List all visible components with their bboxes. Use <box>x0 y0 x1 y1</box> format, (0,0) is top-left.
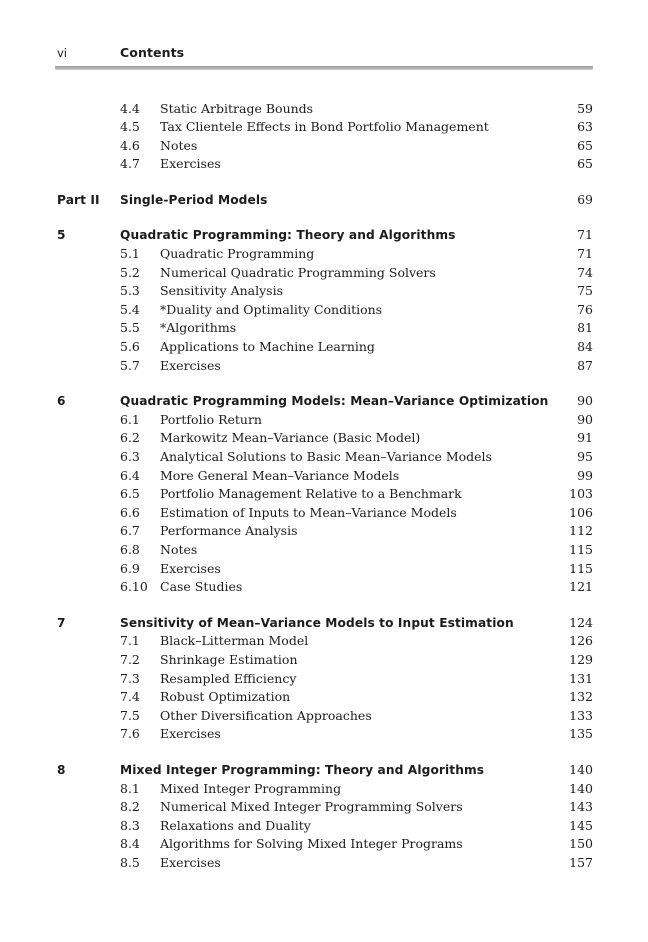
toc-section-row <box>57 725 593 744</box>
part-page-number: 69 <box>577 192 593 207</box>
toc-section-row <box>57 338 593 357</box>
section-number: 7.2 <box>120 651 140 667</box>
page-header <box>0 0 648 60</box>
chapter-title: Mixed Integer Programming: Theory and Algorithms <box>120 762 485 777</box>
section-number: 8.1 <box>120 780 140 796</box>
toc-part-block <box>57 191 593 210</box>
toc-section-row <box>57 798 593 817</box>
section-title: Estimation of Inputs to Mean–Variance Models <box>160 504 457 520</box>
section-title: Relaxations and Duality <box>160 817 311 833</box>
section-number: 4.7 <box>120 156 140 172</box>
section-number: 5.2 <box>120 264 140 280</box>
part-label: Part II <box>57 192 100 207</box>
section-number: 5.6 <box>120 339 140 355</box>
section-title: Exercises <box>160 357 221 373</box>
section-number: 6.6 <box>120 504 140 520</box>
chapter-number: 8 <box>57 762 66 777</box>
toc-section-row <box>57 100 593 119</box>
toc-chapter-block <box>57 392 593 597</box>
section-title: Notes <box>160 137 198 153</box>
section-number: 8.4 <box>120 836 140 852</box>
section-number: 4.4 <box>120 100 140 116</box>
section-number: 7.1 <box>120 633 140 649</box>
section-title: Applications to Machine Learning <box>160 339 375 355</box>
section-number: 6.5 <box>120 486 140 502</box>
toc-section-row <box>57 688 593 707</box>
section-title: Analytical Solutions to Basic Mean–Variance Models <box>160 449 492 464</box>
section-number: 6.2 <box>120 430 140 446</box>
chapter-page-number: 90 <box>577 393 593 409</box>
page-folio: vi <box>57 46 68 60</box>
toc-chapter-row <box>57 761 593 780</box>
section-page-number: 71 <box>577 246 593 262</box>
section-page-number: 157 <box>569 854 593 870</box>
section-page-number: 65 <box>577 156 593 172</box>
section-title: Sensitivity Analysis <box>160 283 283 299</box>
toc-section-row <box>57 578 593 597</box>
toc-section-group <box>57 100 593 174</box>
toc-section-row <box>57 670 593 689</box>
chapter-number: 7 <box>57 615 66 630</box>
section-number: 7.5 <box>120 707 140 723</box>
section-title: *Duality and Optimality Conditions <box>160 301 383 317</box>
section-page-number: 115 <box>569 560 593 576</box>
section-title: Quadratic Programming <box>160 246 315 262</box>
toc-chapter-block <box>57 761 593 873</box>
part-title: Single-Period Models <box>120 192 268 207</box>
section-title: Markowitz Mean–Variance (Basic Model) <box>160 430 421 446</box>
section-page-number: 91 <box>577 430 593 446</box>
section-page-number: 84 <box>577 339 593 355</box>
section-page-number: 65 <box>577 137 593 153</box>
toc-section-row <box>57 485 593 504</box>
section-page-number: 129 <box>569 651 593 667</box>
header-rule <box>55 66 593 70</box>
toc-section-row <box>57 707 593 726</box>
section-number: 6.7 <box>120 523 140 539</box>
section-number: 6.10 <box>120 579 148 595</box>
section-number: 4.5 <box>120 119 140 135</box>
section-number: 6.4 <box>120 467 140 483</box>
section-number: 5.3 <box>120 283 140 299</box>
section-number: 5.5 <box>120 320 140 336</box>
section-number: 7.4 <box>120 689 140 705</box>
section-title: Robust Optimization <box>160 689 291 705</box>
section-page-number: 74 <box>577 264 593 280</box>
toc-section-row <box>57 264 593 283</box>
section-title: Resampled Efficiency <box>160 670 297 686</box>
section-title: Algorithms for Solving Mixed Integer Programs <box>160 836 463 852</box>
chapter-page-number: 124 <box>569 614 593 630</box>
section-page-number: 145 <box>569 817 593 833</box>
section-page-number: 140 <box>569 780 593 796</box>
toc-section-row <box>57 448 593 467</box>
toc-chapter-block <box>57 614 593 744</box>
toc-section-row <box>57 504 593 523</box>
chapter-page-number: 71 <box>577 227 593 243</box>
running-head-title: Contents <box>120 45 185 60</box>
chapter-number: 5 <box>57 228 66 243</box>
section-title: Exercises <box>160 726 221 742</box>
section-title: Exercises <box>160 156 221 172</box>
toc-section-row <box>57 429 593 448</box>
section-title: Notes <box>160 541 198 557</box>
section-title: Shrinkage Estimation <box>160 651 298 667</box>
section-page-number: 103 <box>569 486 593 502</box>
section-page-number: 132 <box>569 689 593 705</box>
toc-chapter-row <box>57 392 593 411</box>
section-page-number: 143 <box>569 799 593 815</box>
toc-chapter-block <box>57 226 593 375</box>
section-number: 8.3 <box>120 817 140 833</box>
toc-section-row <box>57 541 593 560</box>
toc-section-row <box>57 854 593 873</box>
section-number: 4.6 <box>120 137 140 153</box>
section-number: 8.5 <box>120 854 140 870</box>
section-number: 7.6 <box>120 726 140 742</box>
section-title: Exercises <box>160 560 221 576</box>
section-page-number: 95 <box>577 449 593 464</box>
toc-section-row <box>57 301 593 320</box>
chapter-number: 6 <box>57 394 66 409</box>
section-title: Black–Litterman Model <box>160 633 309 649</box>
toc-section-row <box>57 282 593 301</box>
toc-section-row <box>57 560 593 579</box>
toc-section-row <box>57 357 593 376</box>
section-page-number: 87 <box>577 357 593 373</box>
toc-section-row <box>57 522 593 541</box>
section-number: 6.1 <box>120 411 140 427</box>
chapter-title: Quadratic Programming: Theory and Algorithms <box>120 228 456 243</box>
toc-part-row <box>57 191 593 210</box>
toc-section-row <box>57 651 593 670</box>
section-number: 8.2 <box>120 799 140 815</box>
section-number: 6.9 <box>120 560 140 576</box>
section-title: More General Mean–Variance Models <box>160 467 400 483</box>
section-number: 7.3 <box>120 670 140 686</box>
toc-section-row <box>57 137 593 156</box>
toc-section-row <box>57 780 593 799</box>
chapter-page-number: 140 <box>569 761 593 777</box>
section-title: Tax Clientele Effects in Bond Portfolio Management <box>160 119 489 135</box>
toc-section-row <box>57 155 593 174</box>
section-title: Numerical Quadratic Programming Solvers <box>160 264 436 280</box>
section-title: Static Arbitrage Bounds <box>160 100 314 116</box>
section-page-number: 59 <box>577 100 593 116</box>
section-title: Portfolio Management Relative to a Benchmark <box>160 486 462 502</box>
section-title: Portfolio Return <box>160 411 262 427</box>
section-page-number: 63 <box>577 119 593 135</box>
section-number: 6.8 <box>120 541 140 557</box>
section-title: *Algorithms <box>160 320 237 336</box>
section-page-number: 135 <box>569 726 593 742</box>
section-page-number: 106 <box>569 504 593 520</box>
toc-section-row <box>57 118 593 137</box>
toc-section-row <box>57 467 593 486</box>
section-title: Case Studies <box>160 579 243 595</box>
toc-section-row <box>57 632 593 651</box>
section-title: Mixed Integer Programming <box>160 780 342 796</box>
toc-section-row <box>57 817 593 836</box>
chapter-title: Sensitivity of Mean–Variance Models to Input Estimation <box>120 615 514 630</box>
section-title: Numerical Mixed Integer Programming Solvers <box>160 799 463 815</box>
section-page-number: 131 <box>569 670 593 686</box>
section-page-number: 133 <box>569 707 593 723</box>
section-title: Performance Analysis <box>160 523 298 539</box>
section-page-number: 81 <box>577 320 593 336</box>
toc-body <box>0 100 648 873</box>
section-page-number: 115 <box>569 541 593 557</box>
section-number: 5.1 <box>120 246 140 262</box>
section-number: 5.7 <box>120 357 140 373</box>
toc-section-row <box>57 411 593 430</box>
section-page-number: 76 <box>577 301 593 317</box>
section-page-number: 150 <box>569 836 593 852</box>
section-page-number: 99 <box>577 467 593 483</box>
toc-section-row <box>57 319 593 338</box>
section-page-number: 112 <box>569 523 593 539</box>
toc-section-row <box>57 835 593 854</box>
section-page-number: 126 <box>569 633 593 649</box>
section-number: 6.3 <box>120 449 140 464</box>
section-page-number: 90 <box>577 411 593 427</box>
toc-chapter-row <box>57 614 593 633</box>
section-title: Other Diversification Approaches <box>160 707 372 723</box>
section-number: 5.4 <box>120 301 140 317</box>
section-title: Exercises <box>160 854 221 870</box>
section-page-number: 121 <box>569 579 593 595</box>
chapter-title: Quadratic Programming Models: Mean–Variance Optimization <box>120 394 549 409</box>
toc-chapter-row <box>57 226 593 245</box>
section-page-number: 75 <box>577 283 593 299</box>
toc-section-row <box>57 245 593 264</box>
